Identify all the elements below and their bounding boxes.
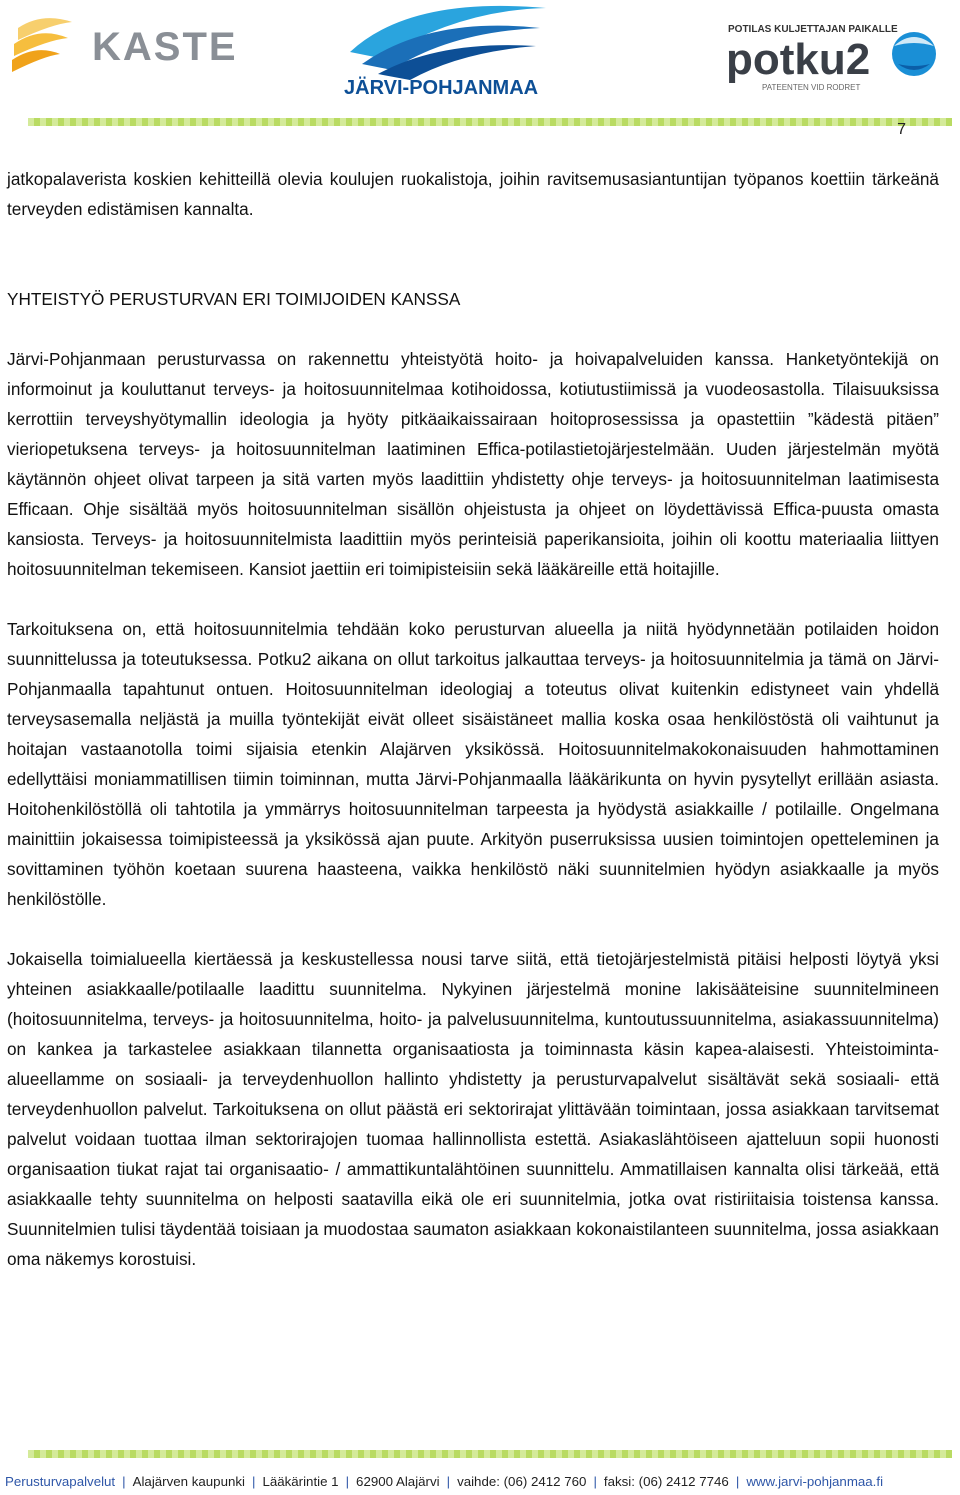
main-content (7, 164, 939, 1274)
potku2-tagline: POTILAS KULJETTAJAN PAIKALLE (728, 24, 898, 35)
wave-logo-icon (350, 6, 546, 80)
footer-postal: 62900 Alajärvi (356, 1474, 440, 1489)
page-footer (5, 1472, 955, 1492)
footer-website-link[interactable]: www.jarvi-pohjanmaa.fi (746, 1474, 884, 1489)
kaste-logo-icon (12, 18, 72, 72)
kaste-logo (8, 14, 248, 84)
footer-fax: faksi: (06) 2412 7746 (603, 1474, 729, 1489)
paragraph-purpose: Tarkoituksena on, että hoitosuunnitelmia tehdään koko perusturvan alueella ja niitä hyödynnetään potilaiden hoidon suunnittelussa ja toteutuksessa. Potku2 aikana on ollut tarkoitus jalkauttaa terveys- ja hoitosuunnitelmia ja tämä on Järvi-Pohjanmaalla tapahtunut ontuen. Hoitosuunnitelman ideologiaj a toteutus olivat kuitenkin edistyneet vain yhdellä terveysasemalla neljästä ja muilla työntekijät eivät olleet sisäistäneet mallia koska osaa henkilöstöstä oli vaihtunut ja hoitajan vastaanotolla toimi sijaisia etenkin Alajärven yksikössä. Hoitosuunnitelmakokonaisuuden hahmottaminen edellyttäisi moniammatillisen tiimin toiminnan, mutta Järvi-Pohjanmaalla lääkärikunta on hyvin pysytellyt erillään asiasta. Hoitohenkilöstöllä oli tahtotila ja ymmärrys hoitosuunnitelman tarpeesta ja hyödystä asiakkaille / potilaille. Ongelmana mainittiin jokaisessa toimipisteessä ja yksikössä ajan puute. Arkityön puserruksissa uusien toimintojen opetteleminen ja sovittaminen työhön koetaan suurena haasteena, vaikka henkilöstö näki suunnitelmien hyödyn asiakkaalle ja myös henkilöstölle. (7, 619, 939, 909)
paragraph-cooperation: Järvi-Pohjanmaan perusturvassa on rakennettu yhteistyötä hoito- ja hoivapalveluiden kanssa. Hanketyöntekijä on informoinut ja kouluttanut terveys- ja hoitosuunnitelmaa kotihoidossa, kotiutustiimissä ja vuodeosastolla. Tilaisuuksissa kerrottiin terveyshyötymallin ideologia ja hyöty pitkäaikaissairaan hoitoprosessissa ja opastettiin ”kädestä pitäen” vieriopetuksena terveys- ja hoitosuunnitelman laatiminen Effica-potilastietojärjestelmään. Uuden järjestelmän myötä käytännön ohjeet olivat tarpeen ja sitä varten myös laadittiin yhdistetty ohje terveys- ja hoitosuunnitelman laatimisesta Efficaan. Ohje sisältää myös hoitosuunnitelman sisällön ohjeistusta ja ohjeet on löydettävissä Effica-puusta omasta kansiosta. Terveys- ja hoitosuunnitelmista laadittiin myös perinteisiä paperikansioita, joihin oli koottu materiaalia liittyen hoitosuunnitelman tekemiseen. Kansiot jaettiin eri toimipisteisiin sekä lääkäreille että hoitajille. (7, 349, 939, 579)
potku2-subtitle: PATEENTEN VID RODRET (762, 83, 861, 92)
globe-logo-icon (892, 32, 936, 76)
kaste-logo-text: KASTE (92, 25, 238, 69)
jarvi-pohjanmaa-logo (340, 2, 560, 100)
potku2-logo (722, 18, 942, 98)
page-header (0, 0, 960, 120)
paragraph-intro: jatkopalaverista koskien kehitteillä olevia koulujen ruokalistoja, joihin ravitsemusasiantuntijan työpanos koettiin tärkeänä terveyden edistämisen kannalta. (7, 169, 939, 219)
footer-phone: vaihde: (06) 2412 760 (457, 1474, 587, 1489)
footer-municipality: Alajärven kaupunki (132, 1474, 245, 1489)
footer-separator: | (446, 1474, 451, 1489)
jarvi-pohjanmaa-logo-text: JÄRVI-POHJANMAA (344, 77, 539, 99)
footer-separator: | (345, 1474, 350, 1489)
potku2-name: potku2 (726, 35, 871, 84)
page-number: 7 (897, 121, 906, 138)
paragraph-shared-plan: Jokaisella toimialueella kiertäessä ja keskustellessa nousi tarve siitä, että tietojärjestelmistä pitäisi helposti löytyä yksi yhteinen asiakkaalle/potilaalle laadittu suunnitelma. Nykyinen järjestelmä monine lakisääteisine suunnitelmineen (hoitosuunnitelma, terveys- ja hoitosuunnitelma, hoito- ja palvelusuunnitelma, kuntoutussuunnitelma, asiakassuunnitelma) on kankea ja tarkastelee asiakkaan tilannetta organisaatiosta ja toiminnasta käsin kapea-alaisesti. Yhteistoiminta-alueellamme on sosiaali- ja terveydenhuollon hallinto yhdistetty ja perusturvapalvelut sisältävät sekä sosiaali- että terveydenhuollon palvelut. Tarkoituksena on ollut päästä eri sektorirajat ylittävään toimintaan, jossa asiakkaan tarvitsemat palvelut voidaan tuottaa ilman sektorirajojen tuomaa hallinnollista estettä. Asiakaslähtöiseen ajatteluun sopii huonosti organisaation tiukat rajat tai organisaatio- / ammattikuntalähtöinen suunnittelu. Ammatillaisen kannalta olisi tärkeää, että asiakkaalle tehty suunnitelma on helposti saatavilla eikä ole eri suunnitelmia, jotka ovat ristiriitaisia toistensa kanssa. Suunnitelmien tulisi täydentää toisiaan ja muodostaa saumaton asiakkaan kokonaistilanteen suunnitelma, jossa asiakkaan oma näkemys korostuisi. (7, 949, 939, 1269)
footer-separator: | (593, 1474, 597, 1489)
footer-rule (28, 1450, 952, 1458)
footer-address: Lääkärintie 1 (262, 1474, 339, 1489)
footer-separator: | (735, 1474, 740, 1489)
footer-org: Perusturvapalvelut (5, 1474, 116, 1489)
header-rule (28, 118, 952, 126)
footer-separator: | (122, 1474, 126, 1489)
footer-separator: | (251, 1474, 256, 1489)
section-heading: YHTEISTYÖ PERUSTURVAN ERI TOIMIJOIDEN KANSSA (7, 289, 461, 309)
